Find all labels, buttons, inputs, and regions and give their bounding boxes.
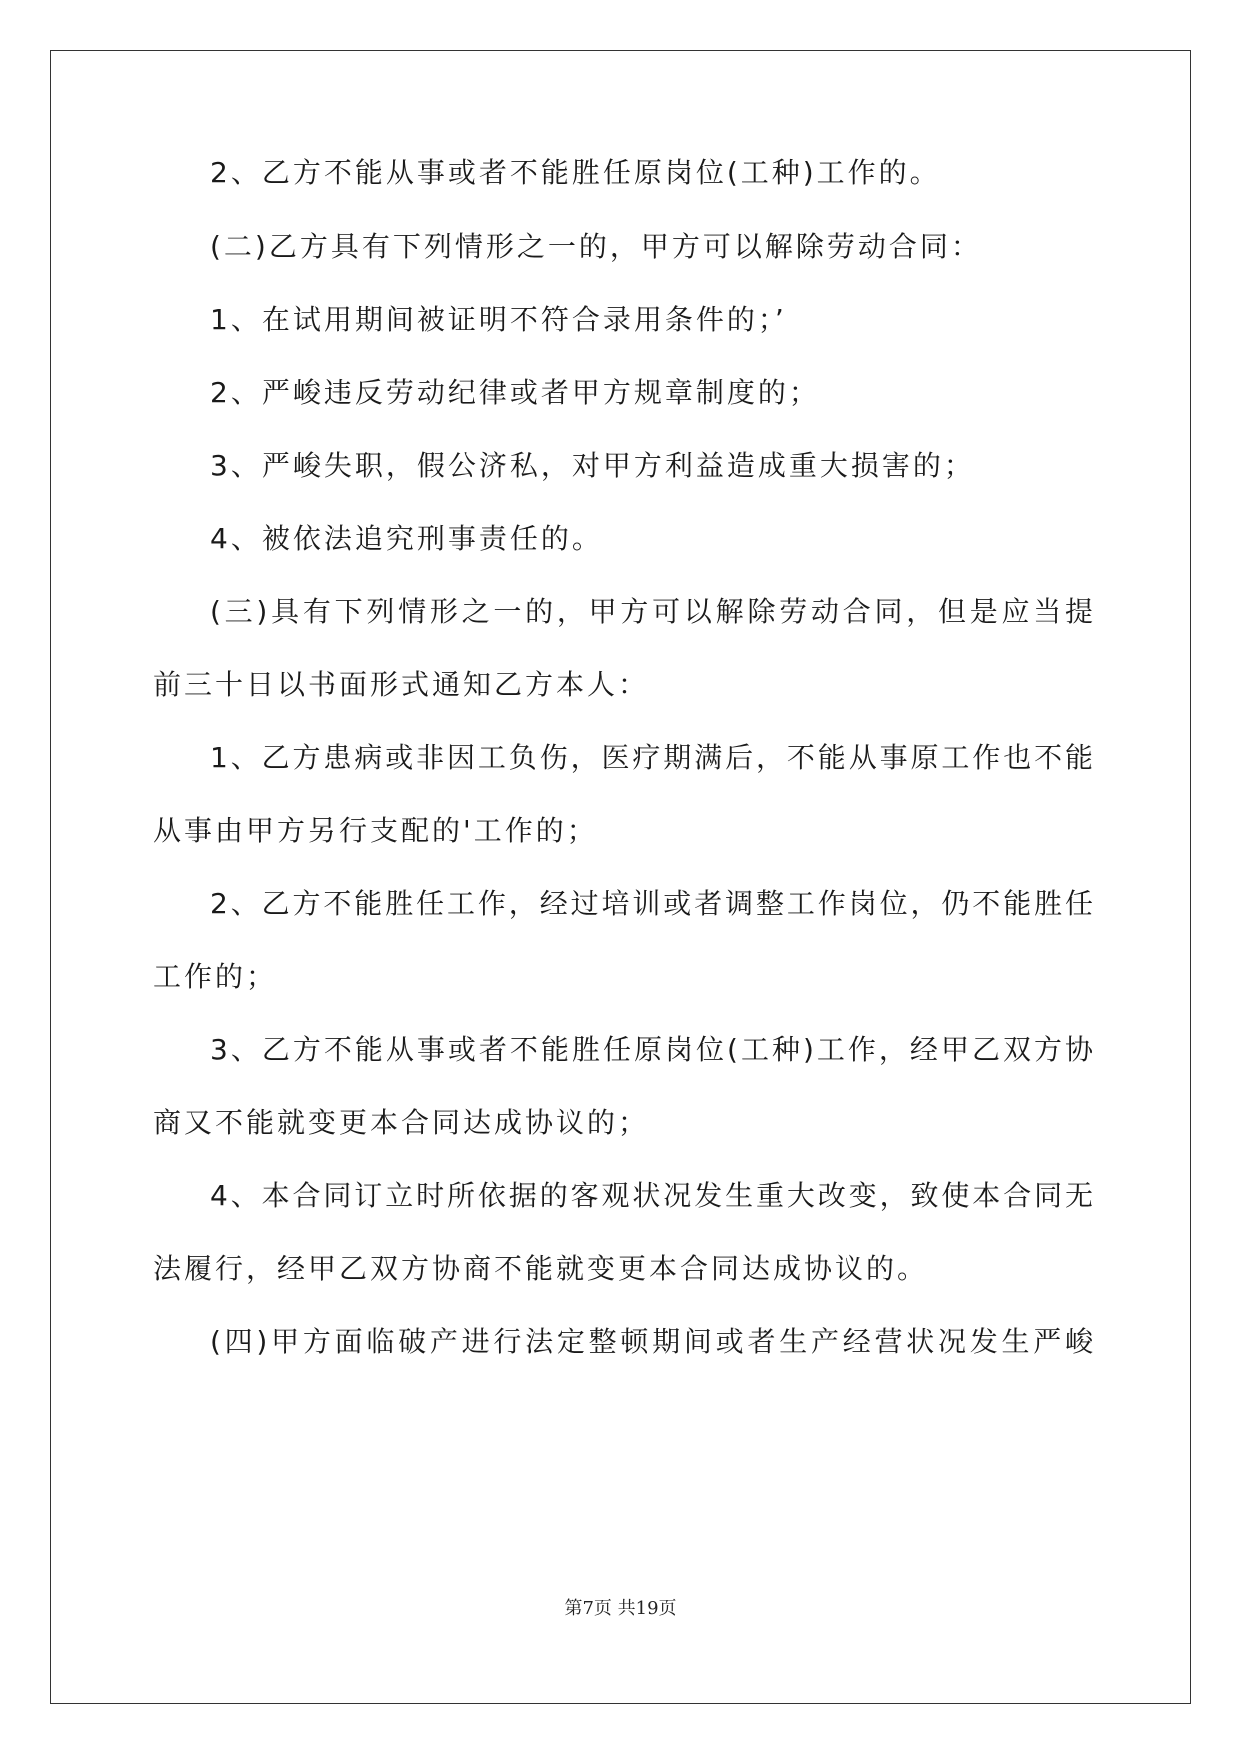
body-line-17: (四)甲方面临破产进行法定整顿期间或者生产经营状况发生严峻 <box>210 1325 1093 1358</box>
body-line-4: 2、严峻违反劳动纪律或者甲方规章制度的； <box>210 376 820 409</box>
body-line-16: 法履行，经甲乙双方协商不能就变更本合同达成协议的。 <box>153 1252 929 1285</box>
body-line-10: 从事由甲方另行支配的'工作的； <box>153 814 598 847</box>
body-line-13: 3、乙方不能从事或者不能胜任原岗位(工种)工作，经甲乙双方协 <box>210 1033 1093 1066</box>
body-line-12: 工作的； <box>153 960 278 993</box>
body-line-9: 1、乙方患病或非因工负伤，医疗期满后，不能从事原工作也不能 <box>210 741 1093 774</box>
body-line-15: 4、本合同订立时所依据的客观状况发生重大改变，致使本合同无 <box>210 1179 1093 1212</box>
body-line-3: 1、在试用期间被证明不符合录用条件的；’ <box>210 303 787 336</box>
body-line-8: 前三十日以书面形式通知乙方本人： <box>153 668 650 701</box>
body-line-6: 4、被依法追究刑事责任的。 <box>210 522 603 555</box>
body-line-7: (三)具有下列情形之一的，甲方可以解除劳动合同，但是应当提 <box>210 595 1093 628</box>
body-line-11: 2、乙方不能胜任工作，经过培训或者调整工作岗位，仍不能胜任 <box>210 887 1093 920</box>
body-line-14: 商又不能就变更本合同达成协议的； <box>153 1106 650 1139</box>
body-line-1: 2、乙方不能从事或者不能胜任原岗位(工种)工作的。 <box>210 156 941 189</box>
page-border <box>50 50 1191 1704</box>
body-line-2: (二)乙方具有下列情形之一的，甲方可以解除劳动合同： <box>210 230 982 263</box>
body-line-5: 3、严峻失职，假公济私，对甲方利益造成重大损害的； <box>210 449 975 482</box>
page-number-footer: 第7页 共19页 <box>564 1598 677 1619</box>
